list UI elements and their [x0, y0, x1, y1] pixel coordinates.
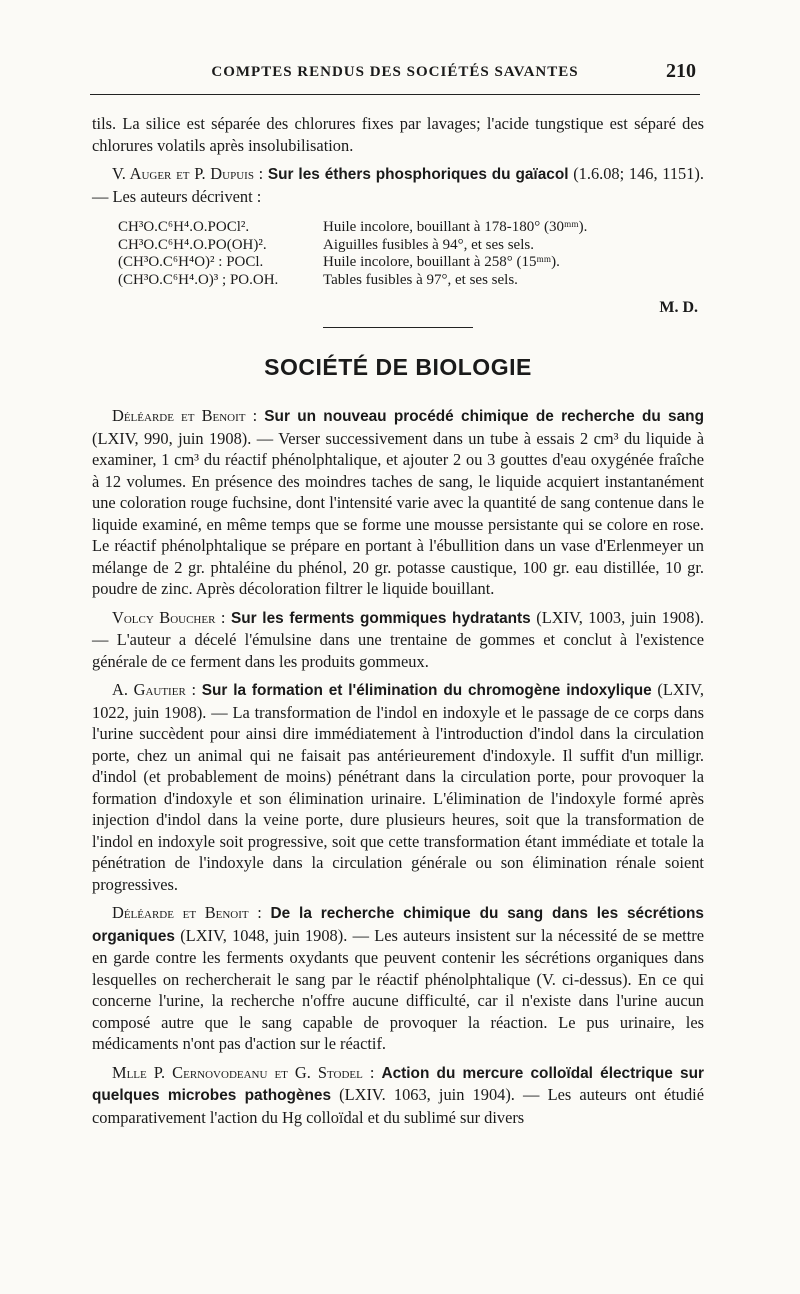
entry-authors: Déléarde et Benoit :: [112, 406, 258, 425]
entry-title: Sur les ferments gommiques hydratants: [230, 609, 531, 627]
formula: CH³O.C⁶H⁴.O.PO(OH)².: [118, 236, 267, 253]
formula: (CH³O.C⁶H⁴.O)³ ; PO.OH.: [118, 271, 279, 288]
formula-table: [118, 219, 704, 289]
entry-authors: V. Auger et P. Dupuis :: [112, 164, 264, 183]
entry-text: (1.6.08; 146, 1151). — Les auteurs décrivent :: [92, 164, 704, 206]
entry-authors: Déléarde et Benoit :: [112, 903, 262, 922]
entry-text: (LXIV, 990, juin 1908). — Verser successivement dans un tube à essais 2 cm³ du liquide à examiner, 1 cm³ du réactif phénolphtalique, et ajouter 2 ou 3 gouttes d'eau oxygénée fraîche à 12 volumes. En présence des moindres taches de sang, le liquide acquiert instantanément une coloration rouge fuchsine, dont l'intensité varie avec la quantité de sang contenue dans le liquide examiné, en même temps que se forme une mousse persistante qui se colore en rose. Le réactif phénolphtalique se prépare en portant à l'ébullition dans un vase d'Erlenmeyer un mélange de 2 gr. phtaléine du phénol, 20 gr. potasse caustique, 100 gr. eau distillée, 10 gr. poudre de zinc. Après décoloration filtrer le liquide bouillant.: [92, 428, 704, 598]
separator-rule: [323, 327, 473, 328]
formula-description: Aiguilles fusibles à 94°, et ses sels.: [323, 236, 534, 253]
formula: (CH³O.C⁶H⁴O)² : POCl.: [118, 254, 264, 270]
formula-description: Tables fusibles à 97°, et ses sels.: [323, 271, 518, 288]
header-title: COMPTES RENDUS DES SOCIÉTÉS SAVANTES: [211, 64, 579, 80]
opening-paragraph: tils. La silice est séparée des chlorures fixes par lavages; l'acide tungstique est séparé des chlorures volatils après insolubilisation.: [92, 114, 704, 155]
entry-title: De la recherche chimique du sang dans les sécrétions organiques: [92, 905, 704, 945]
entry-text: (LXIV, 1048, juin 1908). — Les auteurs insistent sur la nécessité de se mettre en garde contre les ferments oxydants que peuvent contenir les sécrétions organiques dans lesquelles on rechercherait le sang par le réactif phénolphtalique (V. ci-dessus). En ce qui concerne l'urine, la recherche n'offre aucune difficulté, car il n'existe dans l'urine aucun composé autre que le sang capable de provoquer la réaction. Le pus urinaire, les médicaments n'ont pas d'action sur le réactif.: [92, 925, 704, 1053]
formula-description: Huile incolore, bouillant à 258° (15ᵐᵐ).: [323, 254, 560, 270]
running-header: [90, 58, 700, 95]
biology-entry: [92, 902, 704, 1055]
biology-entry: [92, 607, 704, 673]
formula: CH³O.C⁶H⁴.O.POCl².: [118, 219, 250, 235]
entry-title: Action du mercure colloïdal électrique sur quelques microbes pathogènes: [92, 1064, 704, 1104]
page-number: 210: [666, 60, 696, 82]
biology-entry: [92, 1062, 704, 1129]
auger-entry: [92, 163, 704, 207]
entry-authors: A. Gautier :: [112, 680, 197, 699]
signature: M. D.: [659, 299, 698, 316]
entry-authors: Mlle P. Cernovodeanu et G. Stodel :: [112, 1062, 375, 1082]
entry-title: Sur les éthers phosphoriques du gaïacol: [267, 166, 569, 183]
entry-text: (LXIV. 1063, juin 1904). — Les auteurs ont étudié comparativement l'action du Hg colloïdal et du sublimé sur divers: [92, 1085, 704, 1127]
biology-entry: [92, 405, 704, 600]
formula-description: Huile incolore, bouillant à 178-180° (30ᵐᵐ).: [323, 219, 588, 235]
biology-entry: [92, 679, 704, 895]
entry-authors: Volcy Boucher :: [112, 607, 226, 627]
page-body: [92, 113, 704, 1128]
entry-text: (LXIV, 1003, juin 1908). — L'auteur a décelé l'émulsine dans une trentaine de gommes et conclut à l'existence générale de ce ferment dans les produits gommeux.: [92, 607, 704, 671]
entry-title: Sur un nouveau procédé chimique de recherche du sang: [264, 408, 704, 425]
entry-title: Sur la formation et l'élimination du chromogène indoxylique: [201, 682, 652, 699]
section-title: SOCIÉTÉ DE BIOLOGIE: [264, 354, 532, 380]
entry-text: (LXIV, 1022, juin 1908). — La transformation de l'indol en indoxyle et le passage de ce corps dans l'urine succèdent pour ainsi dire immédiatement à l'introduction d'indol dans la circulation porte, chez un animal qui ne faisait pas antérieurement d'indoxyle. Il suffit d'un milligr. d'indol (et probablement de moins) pénétrant dans la circulation porte, pour provoquer la formation d'indoxyle et son élimination urinaire. L'élimination de l'indoxyle formé après injection d'indol dans la veine porte, dure plusieurs heures, soit que la transformation de l'indol en indoxyle soit progressive, soit que cette transformation étant immédiate et totale la pénétration de l'indoxyle dans la circulation générale ou son élimination rénale soient progressives.: [92, 680, 704, 894]
